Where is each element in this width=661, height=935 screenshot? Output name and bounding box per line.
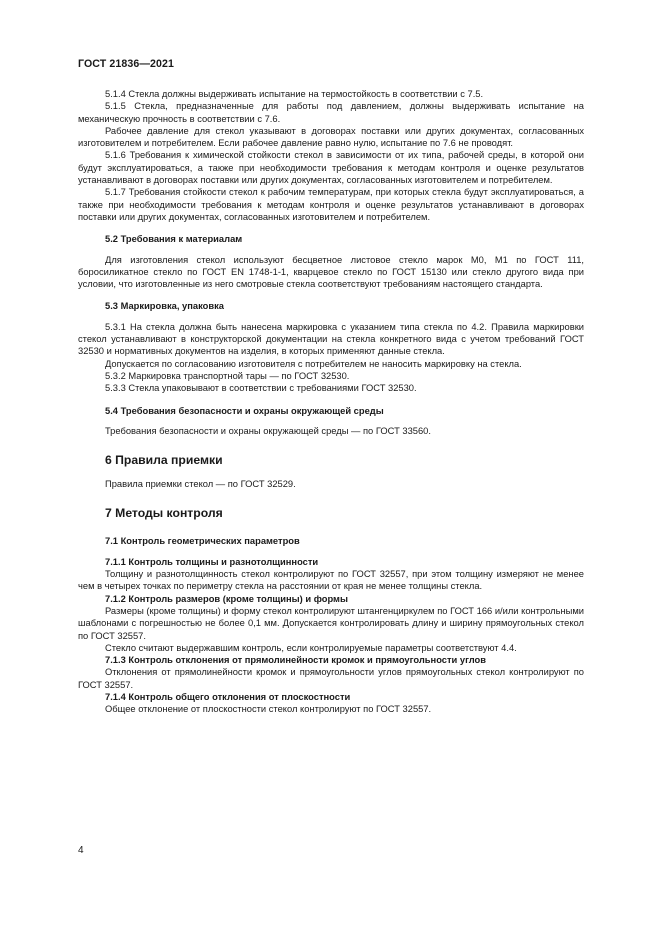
heading-7-1-1: 7.1.1 Контроль толщины и разнотолщинности	[105, 556, 319, 567]
heading-7-1-3: 7.1.3 Контроль отклонения от прямолинейности кромок и прямоугольности углов	[105, 655, 487, 666]
paragraph-5-4: Требования безопасности и охраны окружающей среды — по ГОСТ 33560.	[105, 425, 431, 436]
paragraph-5-1-5: 5.1.5 Стекла, предназначенные для работы под давлением, должны выдерживать испытание на механическую прочность в соответствии с 7.6.	[78, 101, 584, 124]
paragraph-5-1-5-pressure: Рабочее давление для стекол указывают в договорах поставки или других документах, согласованных изготовителем и потребителем. Если рабочее давление равно нулю, испытание по 7.6 не проводят.	[78, 125, 584, 149]
paragraph-5-3-1: 5.3.1 На стекла должна быть нанесена маркировка с указанием типа стекла по 4.2. Правила маркировки стекол устанавливают в конструкторской документации на стекла конкретного вида с учетом требований ГОСТ 32530 и нормативных документов на изделия, в которых применяют данные стекла.	[78, 321, 584, 357]
page-number: 4	[78, 845, 84, 856]
heading-5-4: 5.4 Требования безопасности и охраны окружающей среды	[105, 405, 384, 416]
paragraph-7-1-4: Общее отклонение от плоскостности стекол контролируют по ГОСТ 32557.	[105, 704, 432, 715]
paragraph-7-1-2-result: Стекло считают выдержавшим контроль, если контролируемые параметры соответствуют 4.4.	[105, 642, 517, 653]
heading-5-3: 5.3 Маркировка, упаковка	[105, 301, 224, 312]
paragraph-5-1-6: 5.1.6 Требования к химической стойкости стекол в зависимости от их типа, рабочей среды, в которой они будут эксплуатироваться, а также при необходимости требования к методам контроля и оценке результатов устанавливают в договорах поставки или других документах, согласованных изготовителем и потребителем.	[78, 150, 584, 186]
paragraph-5-2: Для изготовления стекол используют бесцветное листовое стекло марок М0, М1 по ГОСТ 111, боросиликатное стекло по ГОСТ EN 1748-1-1, кварцевое стекло по ГОСТ 15130 или стекло другого вида при условии, что изготовленные из него смотровые стекла соответствуют требованиям настоящего стандарта.	[78, 254, 584, 290]
document-header: ГОСТ 21836—2021	[78, 58, 175, 70]
heading-7: 7 Методы контроля	[105, 506, 223, 521]
heading-7-1-4: 7.1.4 Контроль общего отклонения от плоскостности	[105, 691, 351, 702]
paragraph-5-3-2: 5.3.2 Маркировка транспортной тары — по ГОСТ 32530.	[105, 370, 350, 381]
paragraph-7-1-3: Отклонения от прямолинейности кромок и прямоугольности углов прямоугольных стекол контролируют по ГОСТ 32557.	[78, 667, 584, 690]
heading-5-2: 5.2 Требования к материалам	[105, 234, 243, 245]
heading-7-1-2: 7.1.2 Контроль размеров (кроме толщины) и формы	[105, 593, 348, 604]
paragraph-5-3-3: 5.3.3 Стекла упаковывают в соответствии с требованиями ГОСТ 32530.	[105, 383, 417, 394]
heading-7-1: 7.1 Контроль геометрических параметров	[105, 536, 300, 547]
paragraph-5-3-1-optional: Допускается по согласованию изготовителя с потребителем не наносить маркировку на стекла.	[105, 358, 522, 369]
paragraph-5-1-4: 5.1.4 Стекла должны выдерживать испытание на термостойкость в соответствии с 7.5.	[105, 89, 484, 99]
heading-6: 6 Правила приемки	[105, 453, 223, 468]
paragraph-7-1-2: Размеры (кроме толщины) и форму стекол контролируют штангенциркулем по ГОСТ 166 и/или контрольными шаблонами с погрешностью не более 0,1 мм. Допускается контролировать длину и ширину прямоугольных стекол по ГОСТ 32557.	[78, 605, 584, 641]
paragraph-5-1-7: 5.1.7 Требования стойкости стекол к рабочим температурам, при которых стекла будут эксплуатироваться, а также при необходимости требования к методам контроля и оценке результатов устанавливают в договорах поставки или других документах, согласованных изготовителем и потребителем.	[78, 187, 584, 222]
document-body	[78, 88, 584, 716]
paragraph-6: Правила приемки стекол — по ГОСТ 32529.	[105, 479, 296, 490]
paragraph-7-1-1: Толщину и разнотолщинность стекол контролируют по ГОСТ 32557, при этом толщину измеряют не менее чем в четырех точках по периметру стекла на расстоянии от края не менее толщины стекла.	[78, 569, 584, 592]
